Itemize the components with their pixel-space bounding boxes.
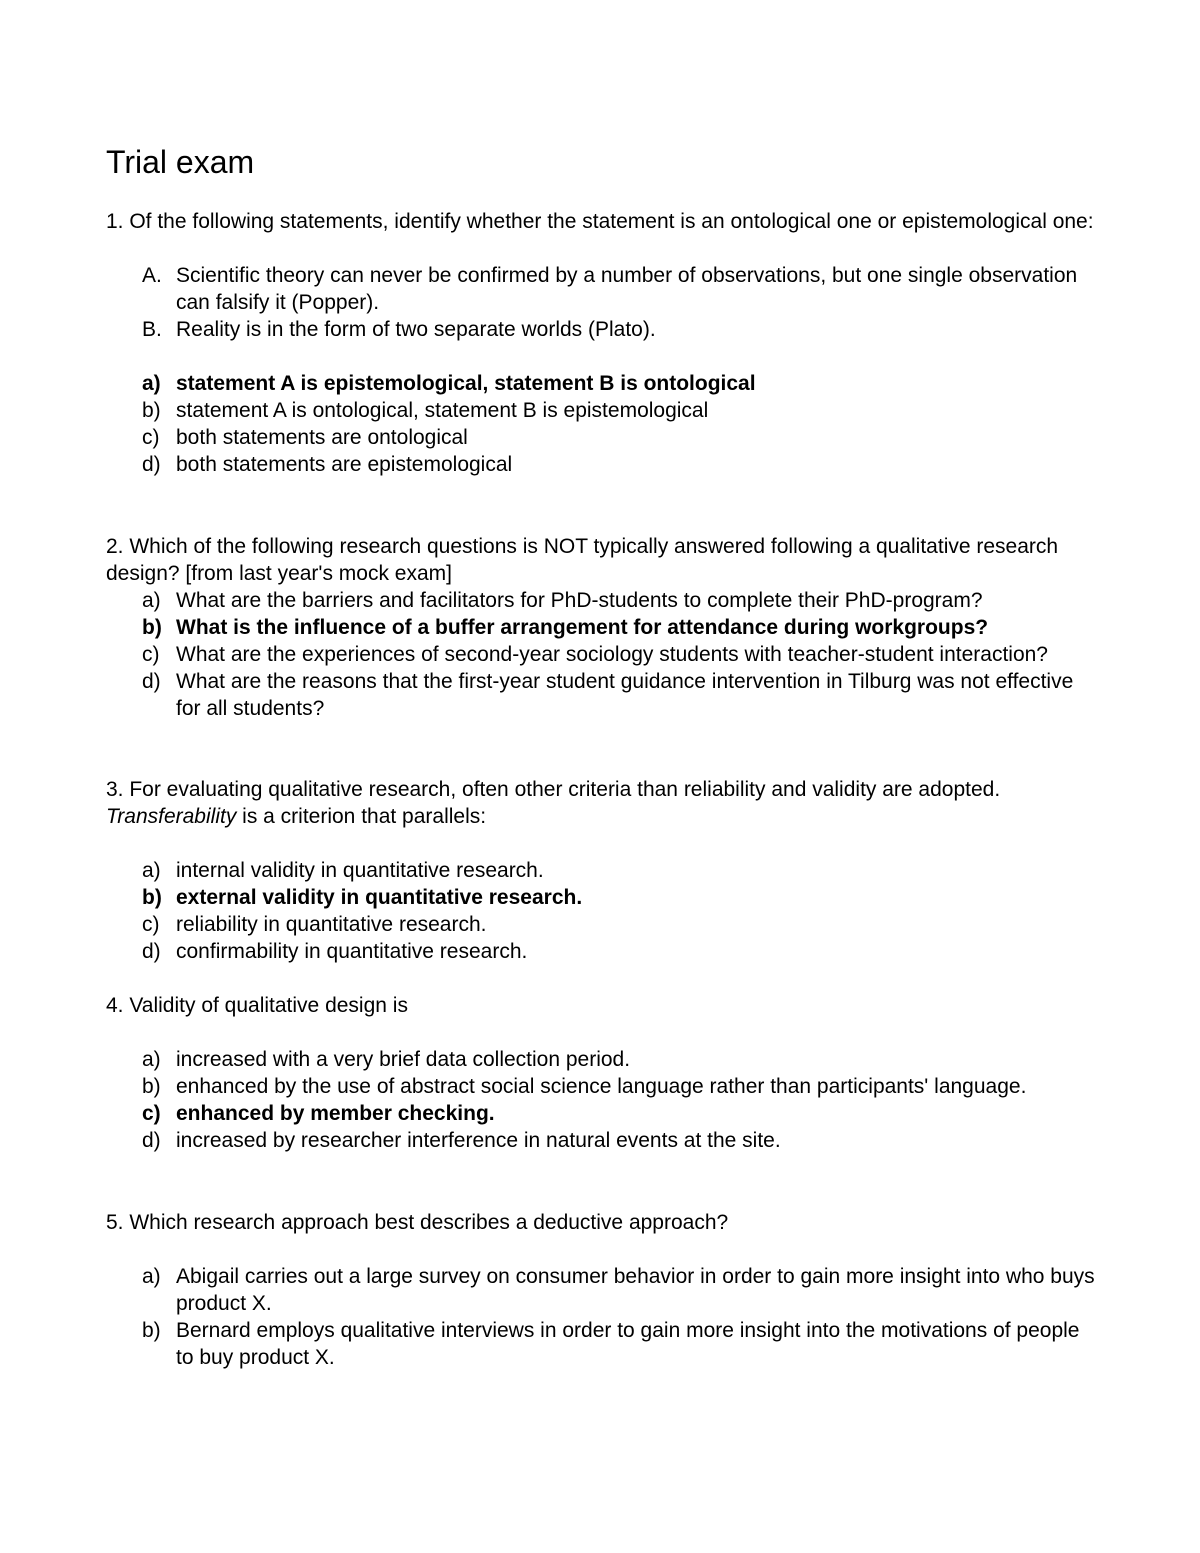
question-3-stem <box>106 776 1096 830</box>
option-text: What are the reasons that the first-year student guidance intervention in Tilburg was not effective for all students? <box>176 670 1074 720</box>
answer-option <box>106 938 1096 965</box>
statement-label: B. <box>142 318 162 341</box>
option-label: a) <box>142 1048 161 1071</box>
option-label: d) <box>142 940 161 963</box>
answer-option <box>106 451 1096 478</box>
option-label: a) <box>142 1265 161 1288</box>
option-label: b) <box>142 1319 161 1342</box>
option-label: a) <box>142 589 161 612</box>
answer-option-correct <box>106 614 1096 641</box>
statement-label: A. <box>142 264 162 287</box>
answer-option <box>106 587 1096 614</box>
question-2-stem: 2. Which of the following research questions is NOT typically answered following a qualitative research design? [from last year's mock exam] <box>106 535 1059 585</box>
option-text: Abigail carries out a large survey on consumer behavior in order to gain more insight into who buys product X. <box>176 1265 1095 1315</box>
question-2-options <box>106 587 1096 722</box>
question-5-options <box>106 1263 1096 1371</box>
option-text: What is the influence of a buffer arrangement for attendance during workgroups? <box>176 616 989 639</box>
page-title: Trial exam <box>106 144 255 180</box>
answer-option <box>106 397 1096 424</box>
question-4-options <box>106 1046 1096 1154</box>
option-label: d) <box>142 1129 161 1152</box>
answer-option-correct <box>106 1100 1096 1127</box>
question-3 <box>106 776 1096 965</box>
answer-option <box>106 1317 1096 1371</box>
option-text: statement A is epistemological, statement B is ontological <box>176 372 756 395</box>
question-3-options <box>106 857 1096 965</box>
option-label: c) <box>142 426 160 449</box>
option-text: increased by researcher interference in natural events at the site. <box>176 1129 781 1152</box>
option-label: b) <box>142 1075 161 1098</box>
option-text: confirmability in quantitative research. <box>176 940 528 963</box>
option-text: Bernard employs qualitative interviews in order to gain more insight into the motivations of people to buy product X. <box>176 1319 1080 1369</box>
question-1-options <box>106 370 1096 478</box>
answer-option-correct <box>106 884 1096 911</box>
question-3-stem-end: is a criterion that parallels: <box>236 805 487 828</box>
answer-option <box>106 424 1096 451</box>
option-label: a) <box>142 859 161 882</box>
answer-option-correct <box>106 370 1096 397</box>
option-label: b) <box>142 399 161 422</box>
question-1-statements <box>106 262 1096 343</box>
question-4 <box>106 992 1096 1154</box>
question-4-stem: 4. Validity of qualitative design is <box>106 994 408 1017</box>
answer-option <box>106 668 1096 722</box>
option-label: c) <box>142 913 160 936</box>
question-3-stem-emphasis: Transferability <box>106 805 237 828</box>
option-label: b) <box>142 886 162 909</box>
question-5 <box>106 1209 1096 1371</box>
statement-b <box>106 316 1096 343</box>
question-2 <box>106 533 1096 722</box>
option-text: increased with a very brief data collection period. <box>176 1048 631 1071</box>
option-text: external validity in quantitative research. <box>176 886 583 909</box>
option-text: both statements are epistemological <box>176 453 513 476</box>
answer-option <box>106 641 1096 668</box>
question-1 <box>106 208 1096 478</box>
option-label: c) <box>142 1102 161 1125</box>
answer-option <box>106 911 1096 938</box>
question-3-stem-start: 3. For evaluating qualitative research, often other criteria than reliability and validity are adopted. <box>106 778 1001 801</box>
option-label: d) <box>142 670 161 693</box>
answer-option <box>106 1046 1096 1073</box>
option-text: reliability in quantitative research. <box>176 913 487 936</box>
statement-text: Scientific theory can never be confirmed by a number of observations, but one single observation can falsify it (Popper). <box>176 264 1078 314</box>
option-text: What are the experiences of second-year sociology students with teacher-student interaction? <box>176 643 1048 666</box>
answer-option <box>106 1127 1096 1154</box>
question-5-stem: 5. Which research approach best describes a deductive approach? <box>106 1211 729 1234</box>
option-text: statement A is ontological, statement B is epistemological <box>176 399 709 422</box>
question-1-stem: 1. Of the following statements, identify whether the statement is an ontological one or epistemological one: <box>106 210 1094 233</box>
option-text: What are the barriers and facilitators for PhD-students to complete their PhD-program? <box>176 589 983 612</box>
option-text: enhanced by member checking. <box>176 1102 495 1125</box>
option-label: c) <box>142 643 160 666</box>
option-text: internal validity in quantitative research. <box>176 859 544 882</box>
answer-option <box>106 857 1096 884</box>
statement-a <box>106 262 1096 316</box>
answer-option <box>106 1073 1096 1100</box>
option-label: d) <box>142 453 161 476</box>
answer-option <box>106 1263 1096 1317</box>
statement-text: Reality is in the form of two separate worlds (Plato). <box>176 318 656 341</box>
option-text: both statements are ontological <box>176 426 468 449</box>
option-text: enhanced by the use of abstract social science language rather than participants' language. <box>176 1075 1027 1098</box>
option-label: a) <box>142 372 161 395</box>
option-label: b) <box>142 616 162 639</box>
